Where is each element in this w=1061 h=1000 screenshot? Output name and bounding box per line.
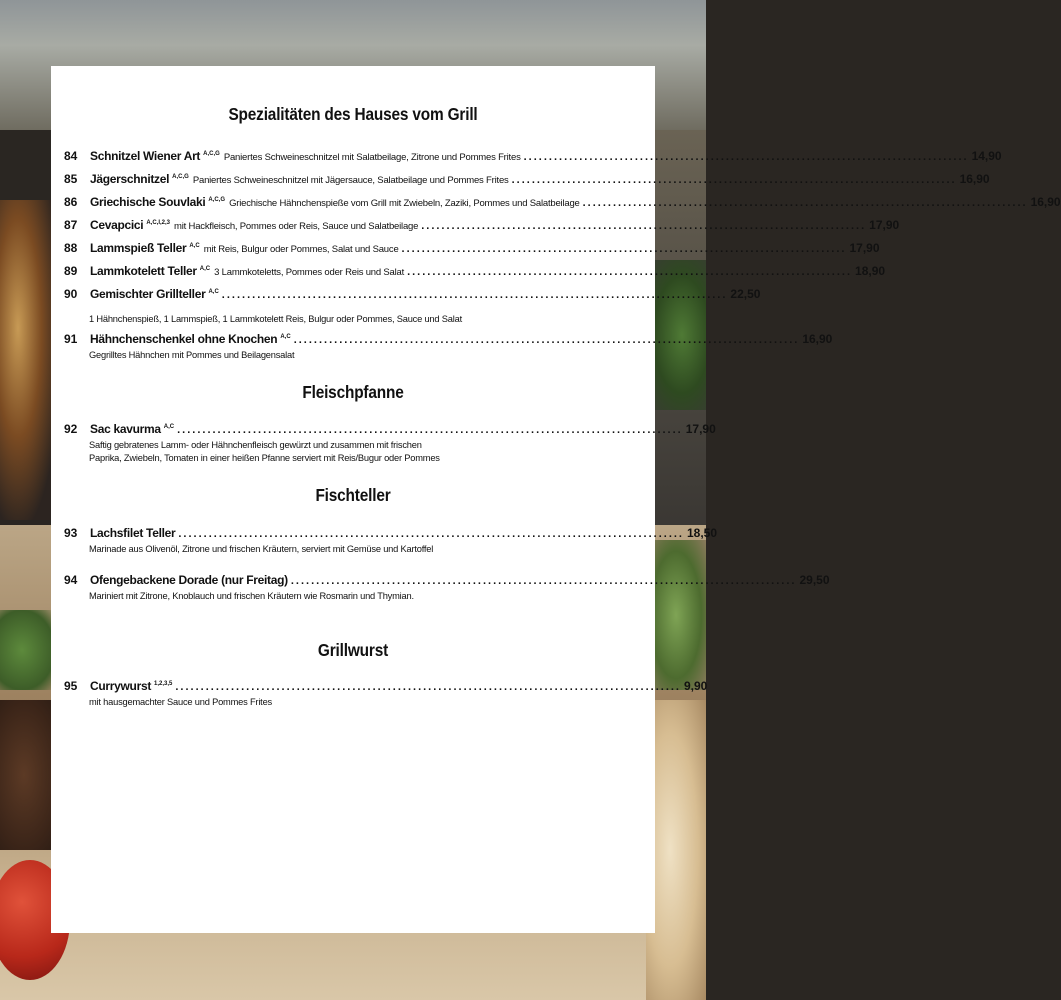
item-allergens: A,C,I,2,3 <box>146 220 171 226</box>
item-number: 89 <box>64 264 78 278</box>
leader-dots: .................................................................................................... <box>178 528 684 540</box>
leader-dots: ........................................................................................ <box>407 266 853 278</box>
item-price: 9,90 <box>684 679 708 693</box>
item-name: Griechische Souvlaki <box>90 195 206 209</box>
leader-dots: .................................................................................................... <box>177 424 683 436</box>
item-price: 22,50 <box>730 287 761 301</box>
background-greens <box>646 540 706 690</box>
item-number: 95 <box>64 679 78 693</box>
item-price: 16,90 <box>1030 195 1061 209</box>
menu-page <box>51 66 1061 933</box>
menu-item <box>64 218 900 236</box>
leader-dots: ........................................................................................ <box>582 197 1028 209</box>
background-bread <box>646 700 706 1000</box>
item-price: 17,90 <box>685 422 716 436</box>
item-price: 16,90 <box>802 332 833 346</box>
item-description: Paniertes Schweineschnitzel mit Jägersauce, Salatbeilage und Pommes Frites <box>192 175 509 186</box>
item-description: Paniertes Schweineschnitzel mit Salatbeilage, Zitrone und Pommes Frites <box>223 152 521 163</box>
item-price: 18,50 <box>687 526 718 540</box>
item-description: mit Hackfleisch, Pommes oder Reis, Sauce und Salatbeilage <box>174 221 419 232</box>
item-number: 93 <box>64 526 78 540</box>
background-herb <box>0 610 55 690</box>
item-number: 90 <box>64 287 78 301</box>
menu-item <box>64 526 718 544</box>
menu-item <box>64 573 830 591</box>
leader-dots: ........................................................................................ <box>421 220 867 232</box>
item-allergens: A,C <box>163 424 175 430</box>
leader-dots: .................................................................................................... <box>293 334 800 346</box>
item-description: Gegrilltes Hähnchen mit Pommes und Beilagensalat <box>89 350 295 360</box>
item-allergens: A,C,G <box>172 174 189 180</box>
menu-item <box>64 332 833 350</box>
item-allergens: 1,2,3,5 <box>154 681 173 687</box>
menu-item <box>64 172 990 190</box>
leader-dots: ........................................................................................ <box>401 243 847 255</box>
menu-item <box>64 241 880 259</box>
item-allergens: A,C <box>208 289 219 295</box>
item-number: 88 <box>64 241 78 255</box>
item-description: 3 Lammkoteletts, Pommes oder Reis und Salat <box>214 267 405 278</box>
item-allergens: A,C <box>199 266 211 272</box>
item-description: 1 Hähnchenspieß, 1 Lammspieß, 1 Lammkotelett Reis, Bulgur oder Pommes, Sauce und Salat <box>89 314 462 324</box>
item-name: Currywurst <box>90 679 152 693</box>
item-description: Paprika, Zwiebeln, Tomaten in einer heißen Pfanne serviert mit Reis/Bugur oder Pommes <box>89 453 440 463</box>
item-name: Lammkotelett Teller <box>90 264 197 278</box>
item-name: Lachsfilet Teller <box>90 526 176 540</box>
item-number: 94 <box>64 573 78 587</box>
leader-dots: .................................................................................................... <box>290 575 797 587</box>
item-number: 92 <box>64 422 78 436</box>
item-name: Gemischter Grillteller <box>90 287 206 301</box>
item-name: Ofengebackene Dorade (nur Freitag) <box>90 573 288 587</box>
item-number: 85 <box>64 172 78 186</box>
item-name: Sac kavurma <box>90 422 161 436</box>
item-description: mit hausgemachter Sauce und Pommes Frites <box>89 697 272 707</box>
leader-dots: .................................................................................................... <box>221 289 728 301</box>
menu-item <box>64 195 1061 213</box>
item-description: mit Reis, Bulgur oder Pommes, Salat und Sauce <box>203 244 399 255</box>
item-description: Mariniert mit Zitrone, Knoblauch und frischen Kräutern wie Rosmarin und Thymian. <box>89 591 414 601</box>
item-price: 16,90 <box>959 172 990 186</box>
item-allergens: A,C <box>280 334 291 340</box>
menu-item <box>64 422 716 440</box>
section-title: Fischteller <box>315 485 391 505</box>
item-number: 87 <box>64 218 78 232</box>
item-name: Cevapcici <box>90 218 144 232</box>
item-number: 84 <box>64 149 78 163</box>
item-number: 91 <box>64 332 78 346</box>
item-name: Hähnchenschenkel ohne Knochen <box>90 332 278 346</box>
item-name: Lammspieß Teller <box>90 241 187 255</box>
leader-dots: ........................................................................................ <box>523 151 969 163</box>
leader-dots: ........................................................................................ <box>511 174 957 186</box>
item-number: 86 <box>64 195 78 209</box>
item-name: Jägerschnitzel <box>90 172 170 186</box>
item-price: 14,90 <box>971 149 1002 163</box>
menu-item <box>64 287 761 305</box>
leader-dots: .................................................................................................... <box>175 681 681 693</box>
section-title: Grillwurst <box>317 640 389 660</box>
menu-item <box>64 264 886 282</box>
menu-item <box>64 149 1002 167</box>
item-name: Schnitzel Wiener Art <box>90 149 201 163</box>
item-description: Saftig gebratenes Lamm- oder Hähnchenfleisch gewürzt und zusammen mit frischen <box>89 440 422 450</box>
item-description: Griechische Hähnchenspieße vom Grill mit Zwiebeln, Zaziki, Pommes und Salatbeilage <box>229 198 580 209</box>
item-price: 18,90 <box>855 264 886 278</box>
menu-item <box>64 679 708 697</box>
section-title: Fleischpfanne <box>302 382 404 402</box>
item-description: Marinade aus Olivenöl, Zitrone und frischen Kräutern, serviert mit Gemüse und Kartoffel <box>89 544 434 554</box>
item-price: 17,90 <box>849 241 880 255</box>
item-price: 29,50 <box>799 573 830 587</box>
item-price: 17,90 <box>869 218 900 232</box>
item-allergens: A,C,G <box>208 197 226 203</box>
item-allergens: A,C,G <box>203 151 220 157</box>
item-allergens: A,C <box>189 243 200 249</box>
section-title: Spezialitäten des Hauses vom Grill <box>228 104 478 124</box>
